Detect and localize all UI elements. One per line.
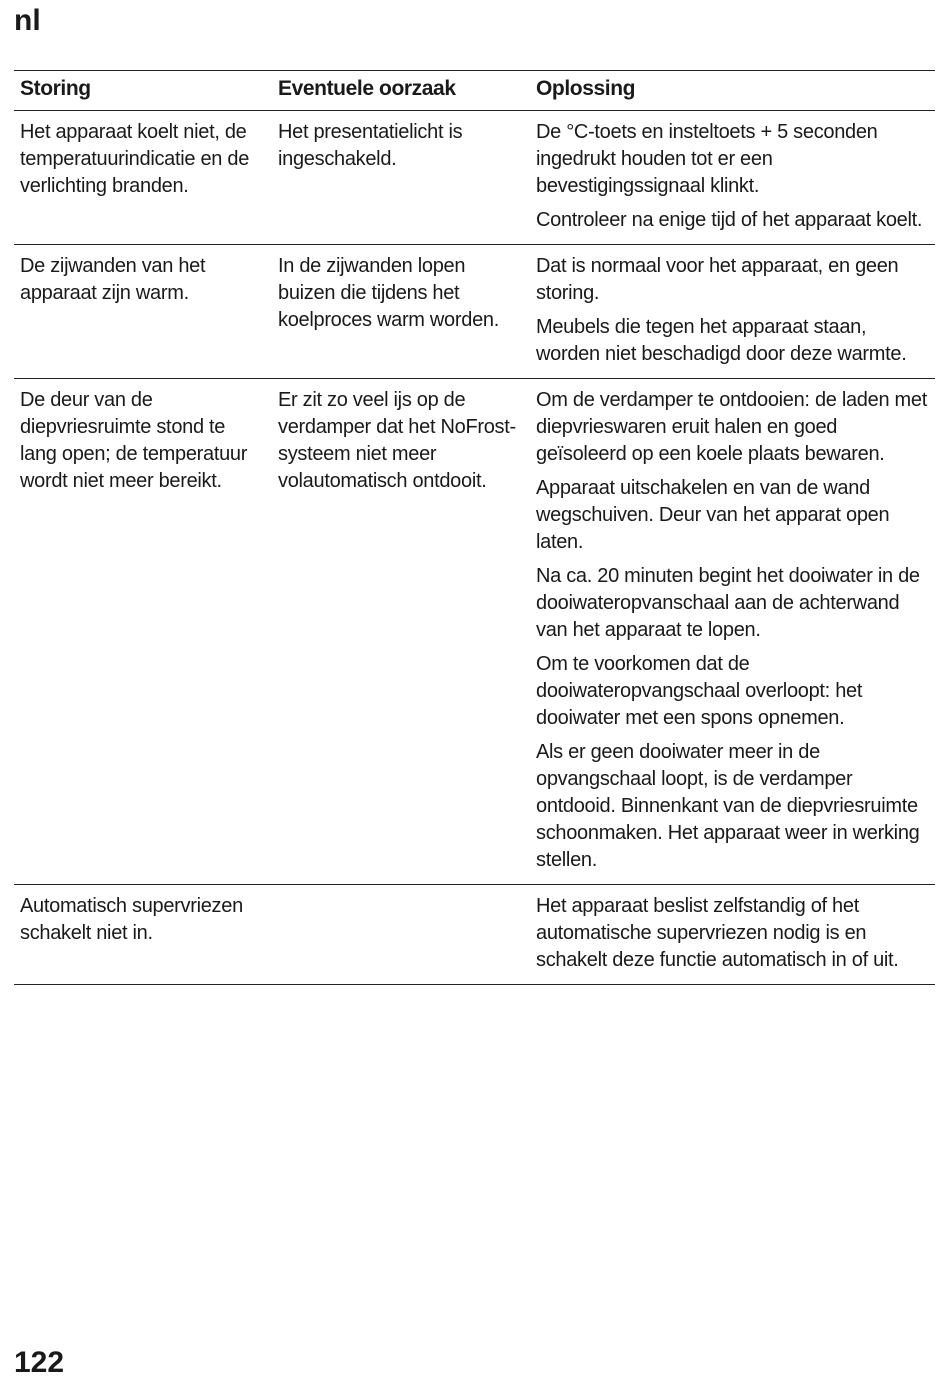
oplossing-cell (530, 379, 935, 885)
oplossing-paragraph: Om de verdamper te ontdooien: de laden met diepvrieswaren eruit halen en goed geïsoleerd op een koele plaats bewaren. (536, 389, 927, 465)
oplossing-paragraph: Apparaat uitschakelen en van de wand wegschuiven. Deur van het apparat open laten. (536, 477, 890, 553)
troubleshooting-table (14, 70, 935, 985)
page-number: 122 (14, 1346, 65, 1379)
oorzaak-cell: Het presentatielicht is ingeschakeld. (278, 121, 463, 170)
oplossing-cell (530, 245, 935, 379)
oplossing-paragraph: Dat is normaal voor het apparaat, en geen storing. (536, 255, 899, 304)
oplossing-paragraph: De °C-toets en insteltoets + 5 seconden ingedrukt houden tot er een bevestigingssignaal klinkt. (536, 121, 878, 197)
column-header-storing: Storing (20, 77, 91, 100)
language-code: nl (14, 4, 41, 37)
oorzaak-cell (272, 885, 530, 985)
table-row (14, 245, 935, 379)
oorzaak-cell: Er zit zo veel ijs op de verdamper dat het NoFrost-systeem niet meer volautomatisch ontdooit. (278, 389, 516, 492)
storing-cell: De deur van de diepvriesruimte stond te lang open; de temperatuur wordt niet meer bereikt. (20, 389, 248, 492)
oplossing-cell (530, 885, 935, 985)
storing-cell: Automatisch supervriezen schakelt niet in. (20, 895, 243, 944)
oplossing-paragraph: Als er geen dooiwater meer in de opvangschaal loopt, is de verdamper ontdooid. Binnenkant van de diepvriesruimte schoonmaken. Het apparaat weer in werking stellen. (536, 741, 920, 871)
table-row (14, 111, 935, 245)
oorzaak-cell: In de zijwanden lopen buizen die tijdens het koelproces warm worden. (278, 255, 499, 331)
table-header-row (14, 71, 935, 111)
column-header-oorzaak: Eventuele oorzaak (278, 77, 456, 100)
oplossing-paragraph: Controleer na enige tijd of het apparaat koelt. (536, 209, 923, 231)
column-header-oplossing: Oplossing (536, 77, 636, 100)
oplossing-paragraph: Na ca. 20 minuten begint het dooiwater in de dooiwateropvanschaal aan de achterwand van het apparaat te lopen. (536, 565, 920, 641)
oplossing-paragraph: Om te voorkomen dat de dooiwateropvangschaal overloopt: het dooiwater met een spons opnemen. (536, 653, 863, 729)
oplossing-cell (530, 111, 935, 245)
table-row (14, 379, 935, 885)
storing-cell: Het apparaat koelt niet, de temperatuurindicatie en de verlichting branden. (20, 121, 250, 197)
oplossing-paragraph: Meubels die tegen het apparaat staan, worden niet beschadigd door deze warmte. (536, 316, 907, 365)
table-row (14, 885, 935, 985)
storing-cell: De zijwanden van het apparaat zijn warm. (20, 255, 206, 304)
oplossing-paragraph: Het apparaat beslist zelfstandig of het automatische supervriezen nodig is en schakelt deze functie automatisch in of uit. (536, 895, 899, 971)
